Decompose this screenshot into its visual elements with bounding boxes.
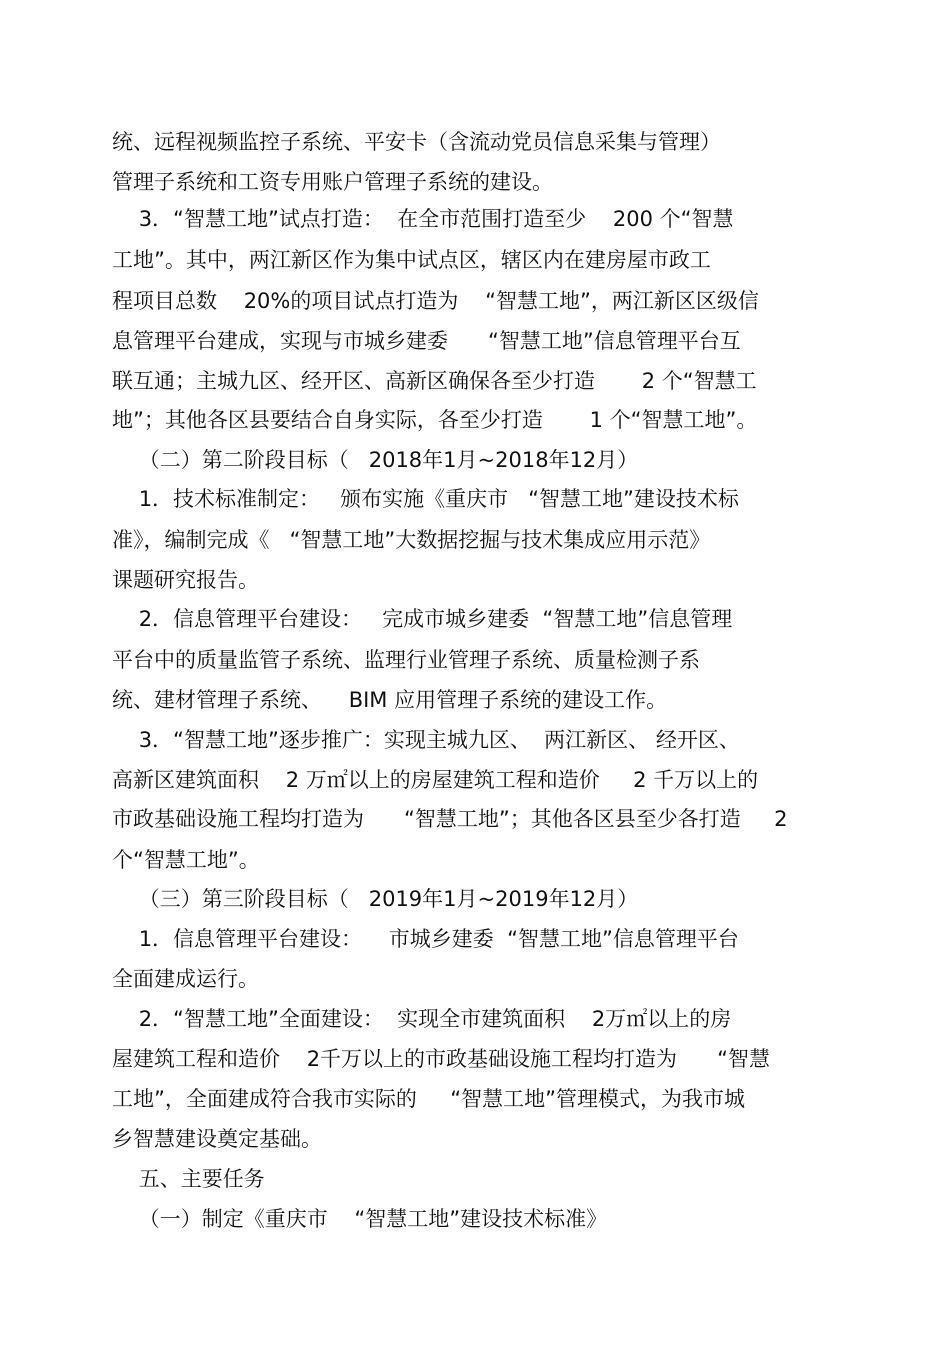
section-heading: 五、主要任务 (112, 1167, 265, 1191)
text-line: 个“智慧工地”。 (112, 848, 260, 872)
text-line: 统、建材管理子系统、 BIM 应用管理子系统的建设工作。 (112, 688, 668, 712)
section-heading: （三）第三阶段目标（ 2019年1月~2019年12月） (112, 887, 639, 911)
text-line: 地”；其他各区县要结合自身实际，各至少打造 1 个“智慧工地”。 (112, 408, 758, 432)
text-line: 1．技术标准制定： 颁布实施《重庆市 “智慧工地”建设技术标 (112, 487, 739, 511)
text-line: 工地”，全面建成符合我市实际的 “智慧工地”管理模式，为我市城 (112, 1087, 746, 1111)
text-line: 准》，编制完成《 “智慧工地”大数据挖掘与技术集成应用示范》 (112, 528, 711, 552)
text-line: 息管理平台建成，实现与市城乡建委 “智慧工地”信息管理平台互 (112, 329, 741, 353)
text-line: 管理子系统和工资专用账户管理子系统的建设。 (112, 170, 553, 194)
text-line: 统、远程视频监控子系统、平安卡（含流动党员信息采集与管理） (112, 130, 721, 154)
section-heading: （二）第二阶段目标（ 2018年1月~2018年12月） (112, 448, 639, 472)
text-line: 乡智慧建设奠定基础。 (112, 1127, 322, 1151)
text-line: 3．“智慧工地”试点打造： 在全市范围打造至少 200 个“智慧 (112, 207, 734, 231)
text-line: 2．信息管理平台建设： 完成市城乡建委 “智慧工地”信息管理 (112, 607, 733, 631)
text-line: 屋建筑工程和造价 2千万以上的市政基础设施工程均打造为 “智慧 (112, 1047, 770, 1071)
text-line: 2．“智慧工地”全面建设： 实现全市建筑面积 2万㎡以上的房 (112, 1007, 732, 1031)
text-line: 课题研究报告。 (112, 568, 259, 592)
text-line: 高新区建筑面积 2 万㎡以上的房屋建筑工程和造价 2 千万以上的 (112, 768, 759, 792)
text-line: 平台中的质量监管子系统、监理行业管理子系统、质量检测子系 (112, 648, 700, 672)
text-line: 市政基础设施工程均打造为 “智慧工地”；其他各区县至少各打造 2 (112, 807, 788, 831)
text-line: 工地”。其中，两江新区作为集中试点区，辖区内在建房屋市政工 (112, 248, 711, 272)
section-heading: （一）制定《重庆市 “智慧工地”建设技术标准》 (112, 1207, 608, 1231)
text-line: 1．信息管理平台建设： 市城乡建委 “智慧工地”信息管理平台 (112, 927, 739, 951)
text-line: 3．“智慧工地”逐步推广：实现主城九区、 两江新区、 经开区、 (112, 728, 740, 752)
text-line: 全面建成运行。 (112, 967, 259, 991)
text-line: 程项目总数 20%的项目试点打造为 “智慧工地”，两江新区区级信 (112, 289, 759, 313)
text-line: 联互通；主城九区、经开区、高新区确保各至少打造 2 个“智慧工 (112, 369, 757, 393)
